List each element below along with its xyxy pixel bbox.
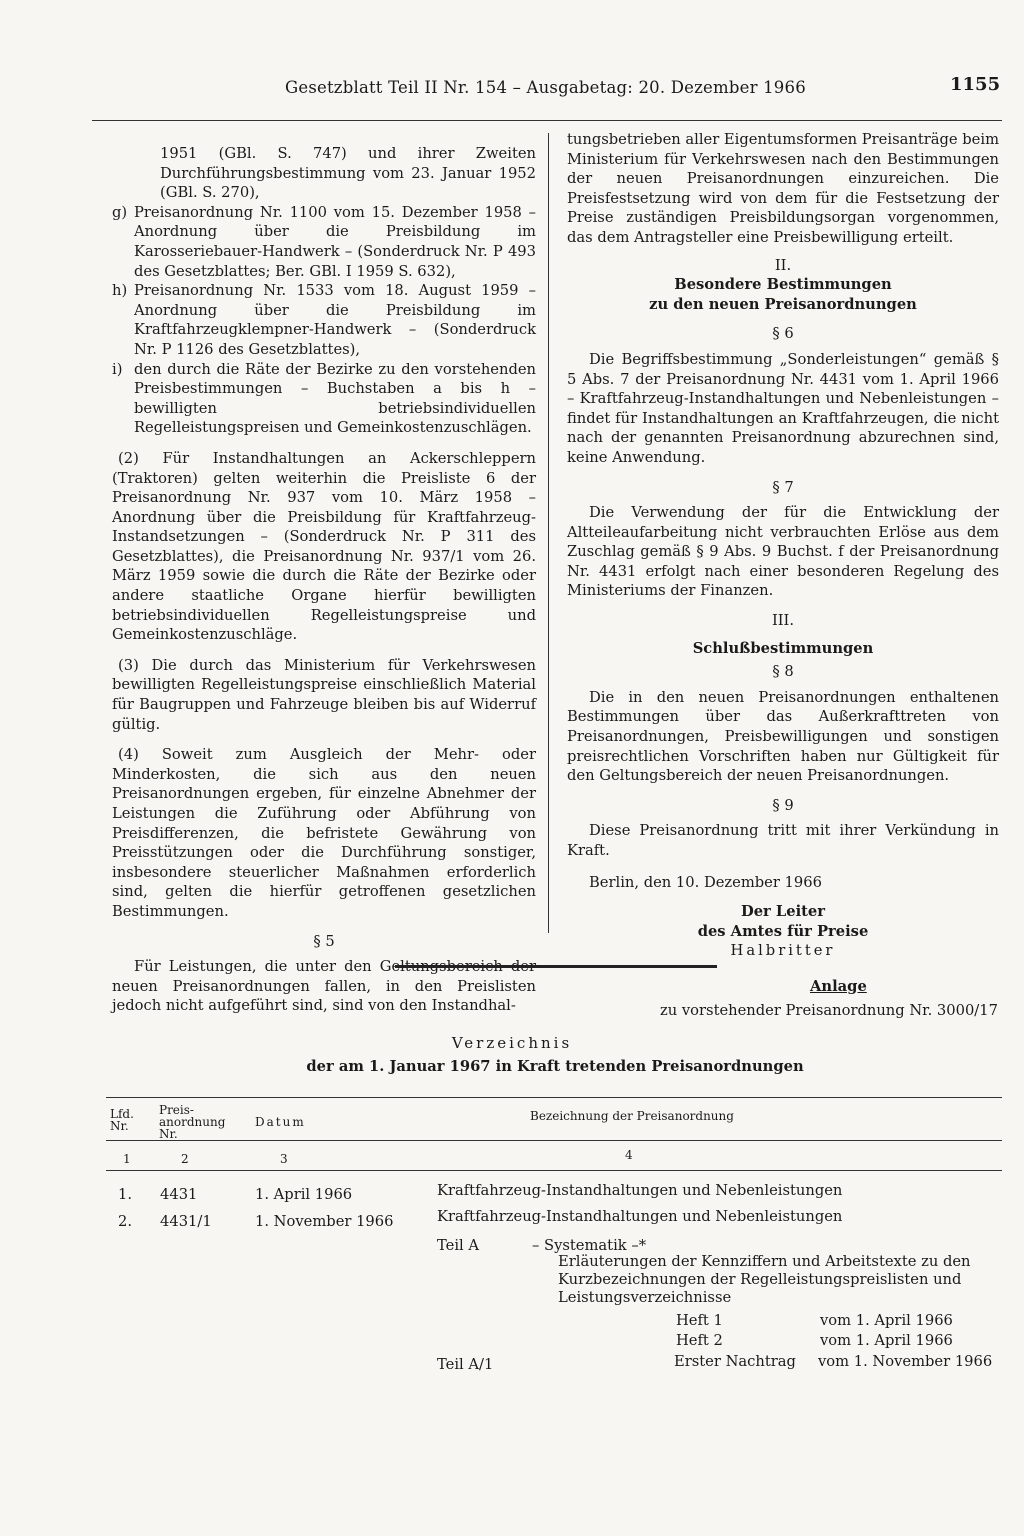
teil-a-erlaeuterungen: Erläuterungen der Kennziffern und Arbeitstexte zu den Kurzbezeichnungen der Regelleistungspreislisten und Leistungsverzeichnisse bbox=[558, 1253, 971, 1306]
section-8-text: Die in den neuen Preisanordnungen enthaltenen Bestimmungen über das Außerkrafttreten von Preisanordnungen, Preisbewilligungen und sonstigen preisrechtlichen Vorschriften haben nur Gültigkeit für den Geltungsbereich der neuen Preisanordnungen. bbox=[567, 688, 999, 785]
section-7-text: Die Verwendung der für die Entwicklung der Altteileaufarbeitung nicht verbrauchten Erlöse aus dem Zuschlag gemäß § 9 Abs. 9 Buchst. f der Preisanordnung Nr. 4431 erfolgt nach einer besonderen Regelung des Ministeriums der Finanzen. bbox=[567, 504, 999, 600]
teil-a-label: Teil A bbox=[437, 1237, 480, 1254]
section-6-text: Die Begriffsbestimmung „Sonderleistungen“ gemäß § 5 Abs. 7 der Preisanordnung Nr. 4431 vom 1. April 1966 – Kraftfahrzeug-Instandhaltungen und Nebenleistungen – findet für Instandhaltungen an Kraftfahrzeugen, die nicht nach der genannten Preisanordnung abzurechnen sind, keine Anwendung. bbox=[567, 350, 999, 466]
annex-subtitle: zu vorstehender Preisanordnung Nr. 3000/17 bbox=[660, 1002, 998, 1019]
part-2-numeral: II. bbox=[774, 256, 792, 274]
right-column bbox=[567, 130, 999, 961]
header-lfd-nr: Lfd. Nr. bbox=[110, 1107, 134, 1133]
section-6-heading: § 6 bbox=[772, 325, 794, 343]
row-1-bezeichnung: Kraftfahrzeug-Instandhaltungen und Nebenleistungen bbox=[437, 1182, 843, 1199]
part-3-numeral: III. bbox=[771, 612, 795, 630]
paragraph-2: (2) Für Instandhaltungen an Ackerschleppern (Traktoren) gelten weiterhin die Preisliste 6 der Preisanordnung Nr. 937 vom 10. März 1958 – Anordnung über die Preisbildung für Kraftfahrzeug-Instandsetzungen – (Sonderdruck Nr. P 311 des Gesetzblattes), die Preisanordnung Nr. 937/1 vom 26. März 1959 sowie die durch die Räte der Bezirke oder andere staatliche Organe hierfür bewilligten betriebsindividuellen Regelleistungspreise und Gemeinkostenzuschläge. bbox=[112, 449, 536, 644]
table-number-rule bbox=[106, 1170, 1002, 1171]
section-5-continuation: tungsbetrieben aller Eigentumsformen Preisanträge beim Ministerium für Verkehrswesen nach den Bestimmungen der neuen Preisanordnungen einzureichen. Die Preisfestsetzung wird von dem für die Festsetzung der Preise zuständigen Preisbildungsorgan vorgenommen, das dem Antragsteller eine Preisbewilligung erteilt. bbox=[567, 131, 999, 246]
column-number-3: 3 bbox=[280, 1152, 288, 1166]
signature-title-1: Der Leiter bbox=[740, 903, 826, 921]
item-h-text: Preisanordnung Nr. 1533 vom 18. August 1959 – Anordnung über die Preisbildung im Kraftfahrzeugklempner-Handwerk – (Sonderdruck Nr. P 1126 des Gesetzblattes), bbox=[134, 282, 536, 358]
section-9-heading: § 9 bbox=[772, 796, 794, 814]
item-f-continuation: 1951 (GBl. S. 747) und ihrer Zweiten Durchführungsbestimmung vom 23. Januar 1952 (GBl. S. 270), bbox=[160, 145, 536, 202]
section-5-heading: § 5 bbox=[313, 932, 335, 950]
heft-1-label: Heft 1 bbox=[676, 1312, 723, 1329]
annex-title: Verzeichnis bbox=[451, 1034, 573, 1052]
paragraph-4: (4) Soweit zum Ausgleich der Mehr- oder Minderkosten, die sich aus den neuen Preisanordnungen ergeben, für einzelne Abnehmer der Leistungen die Zuführung oder Abführung von Preisdifferenzen, die befristete Gewährung von Preisstützungen oder die Durchführung sonstiger, insbesondere steuerlicher Maßnahmen erforderlich sind, gelten die hierfür getroffenen gesetzlichen Bestimmungen. bbox=[112, 746, 536, 920]
row-1-nr: 4431 bbox=[160, 1186, 198, 1203]
left-column bbox=[112, 144, 536, 1016]
section-7-heading: § 7 bbox=[772, 478, 794, 496]
row-2-nr: 4431/1 bbox=[160, 1213, 212, 1230]
item-h-label: h) bbox=[112, 282, 128, 300]
row-1-lfd: 1. bbox=[118, 1186, 133, 1203]
list-item-g bbox=[112, 203, 536, 281]
signature-title-2: des Amtes für Preise bbox=[697, 922, 869, 940]
row-2-lfd: 2. bbox=[118, 1213, 133, 1230]
page-number: 1155 bbox=[950, 74, 1001, 95]
table-top-rule bbox=[106, 1097, 1002, 1098]
header-rule bbox=[92, 120, 1002, 121]
heft-2-date: vom 1. April 1966 bbox=[820, 1332, 953, 1349]
paragraph-3: (3) Die durch das Ministerium für Verkehrswesen bewilligten Regelleistungspreise einschließlich Material für Baugruppen und Fahrzeuge bleiben bis auf Widerruf gültig. bbox=[112, 656, 536, 733]
part-2-title-line-1: Besondere Bestimmungen bbox=[674, 276, 892, 294]
row-2-datum: 1. November 1966 bbox=[255, 1213, 394, 1230]
list-item-i bbox=[112, 360, 536, 438]
erster-nachtrag-date: vom 1. November 1966 bbox=[818, 1353, 993, 1370]
column-number-2: 2 bbox=[181, 1152, 189, 1166]
erster-nachtrag-label: Erster Nachtrag bbox=[674, 1353, 796, 1370]
part-2-title-line-2: zu den neuen Preisanordnungen bbox=[649, 295, 917, 313]
item-i-label: i) bbox=[112, 360, 123, 378]
part-3-title: Schlußbestimmungen bbox=[692, 639, 874, 657]
running-header: Gesetzblatt Teil II Nr. 154 – Ausgabetag: 20. Dezember 1966 bbox=[285, 78, 806, 97]
header-preisanordnung-nr: Preis-anordnung Nr. bbox=[159, 1103, 226, 1141]
column-number-4: 4 bbox=[625, 1148, 633, 1162]
teil-a-systematik: – Systematik –* bbox=[532, 1237, 647, 1254]
section-9-text: Diese Preisanordnung tritt mit ihrer Verkündung in Kraft. bbox=[567, 822, 999, 859]
row-1-datum: 1. April 1966 bbox=[255, 1186, 353, 1203]
item-g-text: Preisanordnung Nr. 1100 vom 15. Dezember 1958 – Anordnung über die Preisbildung im Karosseriebauer-Handwerk – (Sonderdruck Nr. P 493 des Gesetzblattes; Ber. GBl. I 1959 S. 632), bbox=[134, 203, 536, 280]
table-header-rule bbox=[106, 1140, 1002, 1141]
section-5-text: Für Leistungen, die unter den Geltungsbereich der neuen Preisanordnungen fallen, in den Preislisten jedoch nicht aufgeführt sind, sind von den Instandhal- bbox=[112, 958, 536, 1015]
item-i-text: den durch die Räte der Bezirke zu den vorstehenden Preisbestimmungen – Buchstaben a bis h – bewilligten betriebsindividuellen Regelleistungspreisen und Gemeinkostenzuschlägen. bbox=[134, 360, 536, 437]
annex-label: Anlage bbox=[810, 978, 867, 995]
column-number-1: 1 bbox=[123, 1152, 131, 1166]
column-divider bbox=[548, 133, 549, 933]
section-separator-rule bbox=[395, 965, 717, 968]
list-item-h bbox=[112, 281, 536, 359]
header-datum: Datum bbox=[255, 1115, 306, 1129]
row-2-bezeichnung: Kraftfahrzeug-Instandhaltungen und Nebenleistungen bbox=[437, 1208, 843, 1225]
date-line: Berlin, den 10. Dezember 1966 bbox=[589, 873, 822, 891]
teil-a1-label: Teil A/1 bbox=[437, 1356, 494, 1373]
heft-2-label: Heft 2 bbox=[676, 1332, 723, 1349]
item-g-label: g) bbox=[112, 203, 128, 221]
header-bezeichnung: Bezeichnung der Preisanordnung bbox=[530, 1109, 734, 1123]
signature-name: Halbritter bbox=[730, 942, 836, 960]
heft-1-date: vom 1. April 1966 bbox=[820, 1312, 953, 1329]
annex-subtitle-2: der am 1. Januar 1967 in Kraft tretenden Preisanordnungen bbox=[306, 1058, 804, 1075]
section-8-heading: § 8 bbox=[772, 663, 794, 681]
